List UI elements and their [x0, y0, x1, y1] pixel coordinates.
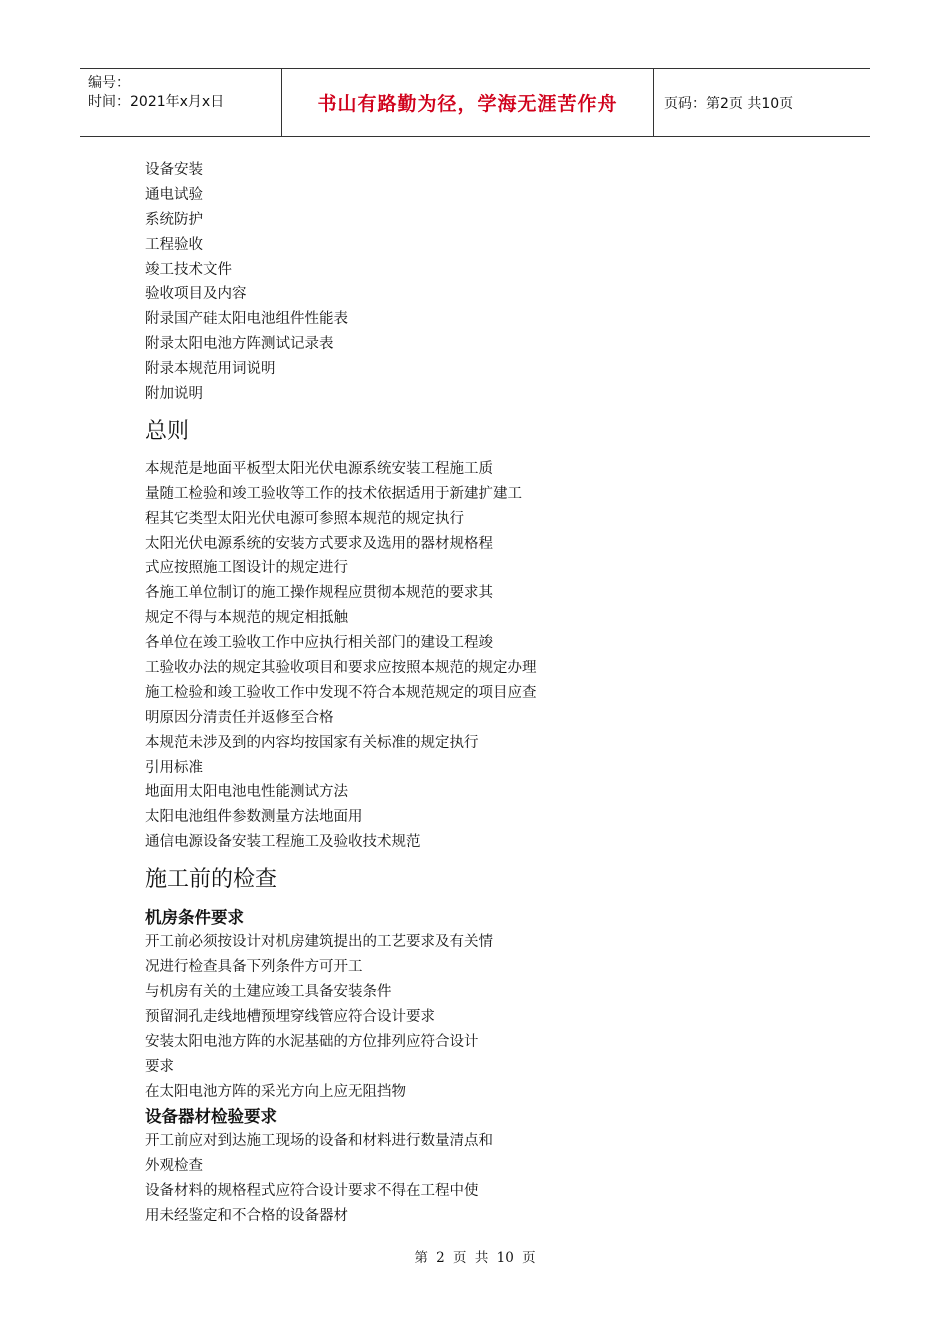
document-time-label: 时间：2021年x月x日 — [88, 94, 225, 110]
paragraph-line: 安装太阳电池方阵的水泥基础的方位排列应符合设计 — [145, 1033, 479, 1050]
paragraph-line: 规定不得与本规范的规定相抵触 — [145, 610, 348, 627]
toc-item: 附录国产硅太阳电池组件性能表 — [145, 311, 348, 328]
toc-item: 附录本规范用词说明 — [145, 361, 276, 378]
paragraph-line: 在太阳电池方阵的采光方向上应无阻挡物 — [145, 1083, 406, 1100]
subsection-heading-room: 机房条件要求 — [145, 908, 244, 928]
toc-item: 附录太阳电池方阵测试记录表 — [145, 336, 334, 353]
paragraph-line: 各施工单位制订的施工操作规程应贯彻本规范的要求其 — [145, 585, 493, 602]
paragraph-line: 况进行检查具备下列条件方可开工 — [145, 959, 363, 976]
page-footer: 第 2 页 共 10 页 — [414, 1250, 536, 1266]
paragraph-line: 外观检查 — [145, 1158, 203, 1175]
paragraph-line: 要求 — [145, 1058, 174, 1075]
toc-item: 通电试验 — [145, 186, 203, 203]
paragraph-line: 施工检验和竣工验收工作中发现不符合本规范规定的项目应查 — [145, 684, 537, 701]
subsection-equipment-body — [145, 1129, 845, 1229]
paragraph-line: 地面用太阳电池电性能测试方法 — [145, 784, 348, 801]
paragraph-line: 用未经鉴定和不合格的设备器材 — [145, 1208, 348, 1225]
paragraph-line: 与机房有关的土建应竣工具备安装条件 — [145, 983, 392, 1000]
paragraph-line: 式应按照施工图设计的规定进行 — [145, 560, 348, 577]
section-heading-general: 总则 — [145, 418, 190, 444]
subsection-heading-equipment: 设备器材检验要求 — [145, 1107, 277, 1127]
paragraph-line: 通信电源设备安装工程施工及验收技术规范 — [145, 834, 421, 851]
section-heading-precheck: 施工前的检查 — [145, 867, 278, 893]
toc-item: 设备安装 — [145, 162, 203, 178]
paragraph-line: 太阳电池组件参数测量方法地面用 — [145, 809, 363, 826]
paragraph-line: 开工前应对到达施工现场的设备和材料进行数量清点和 — [145, 1133, 493, 1150]
paragraph-line: 量随工检验和竣工验收等工作的技术依据适用于新建扩建工 — [145, 485, 522, 502]
toc-item: 附加说明 — [145, 386, 203, 403]
header-meta — [80, 69, 282, 136]
page-header — [80, 68, 870, 137]
subsection-room-body — [145, 930, 845, 1104]
paragraph-line: 引用标准 — [145, 759, 203, 776]
paragraph-line: 预留洞孔走线地槽预埋穿线管应符合设计要求 — [145, 1008, 435, 1025]
toc-item: 工程验收 — [145, 236, 203, 253]
toc-item: 竣工技术文件 — [145, 261, 232, 278]
paragraph-line: 各单位在竣工验收工作中应执行相关部门的建设工程竣 — [145, 635, 493, 652]
section-general-body — [145, 457, 845, 855]
header-page-info: 页码：第2页 共10页 — [664, 95, 794, 112]
paragraph-line: 明原因分清责任并返修至合格 — [145, 709, 334, 726]
paragraph-line: 程其它类型太阳光伏电源可参照本规范的规定执行 — [145, 510, 464, 527]
document-body — [145, 158, 845, 1229]
paragraph-line: 太阳光伏电源系统的安装方式要求及选用的器材规格程 — [145, 535, 493, 552]
paragraph-line: 本规范是地面平板型太阳光伏电源系统安装工程施工质 — [145, 460, 493, 477]
toc-list — [145, 158, 845, 407]
paragraph-line: 开工前必须按设计对机房建筑提出的工艺要求及有关情 — [145, 934, 493, 951]
paragraph-line: 设备材料的规格程式应符合设计要求不得在工程中使 — [145, 1183, 479, 1200]
toc-item: 系统防护 — [145, 211, 203, 228]
toc-item: 验收项目及内容 — [145, 286, 247, 303]
document-number-label: 编号： — [88, 75, 130, 91]
paragraph-line: 本规范未涉及到的内容均按国家有关标准的规定执行 — [145, 734, 479, 751]
paragraph-line: 工验收办法的规定其验收项目和要求应按照本规范的规定办理 — [145, 660, 537, 677]
header-motto: 书山有路勤为径，学海无涯苦作舟 — [282, 69, 654, 136]
